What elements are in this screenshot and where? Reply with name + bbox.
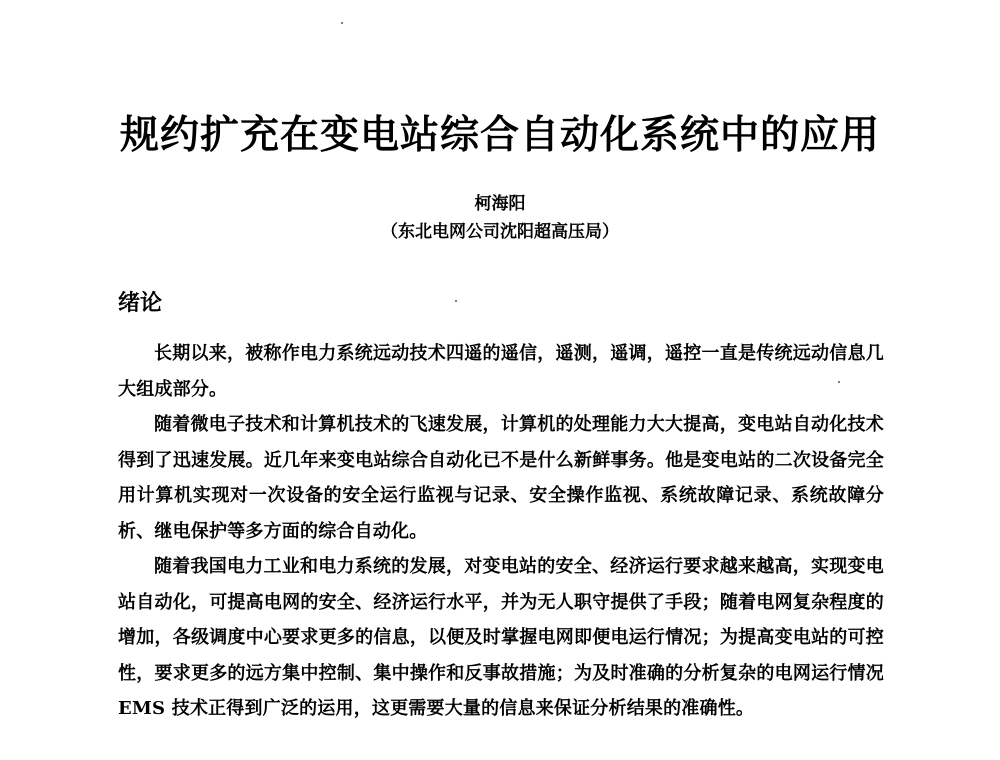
paragraph: 长期以来，被称作电力系统远动技术四遥的遥信，遥测，遥调，遥控一直是传统远动信息几大组成部分。	[118, 343, 884, 400]
paragraph: 随着我国电力工业和电力系统的发展，对变电站的安全、经济运行要求越来越高，实现变电站自动化，可提高电网的安全、经济运行水平，并为无人职守提供了手段；随着电网复杂程度的增加，各级调度中心要求更多的信息，以便及时掌握电网即便电运行情况；为提高变电站的可控性，要求更多的远方集中控制、集中操作和反事故措施；为及时准确的分析复杂的电网运行情况 EMS 技术正得到广泛的运用，这更需要大量的信息来保证分析结果的准确性。	[118, 556, 884, 719]
paragraph: 随着微电子技术和计算机技术的飞速发展，计算机的处理能力大大提高，变电站自动化技术得到了迅速发展。近几年来变电站综合自动化已不是什么新鲜事务。他是变电站的二次设备完全用计算机实现对一次设备的安全运行监视与记录、安全操作监视、系统故障记录、系统故障分析、继电保护等多方面的综合自动化。	[118, 414, 884, 542]
scan-speck	[341, 22, 343, 24]
document-body	[118, 336, 884, 727]
author-name: 柯海阳	[474, 194, 526, 214]
scan-speck	[455, 300, 457, 302]
scan-speck	[838, 381, 840, 383]
section-heading: 绪论	[118, 291, 163, 316]
author-affiliation: （东北电网公司沈阳超高压局）	[381, 222, 619, 242]
document-title: 规约扩充在变电站综合自动化系统中的应用	[119, 113, 880, 158]
